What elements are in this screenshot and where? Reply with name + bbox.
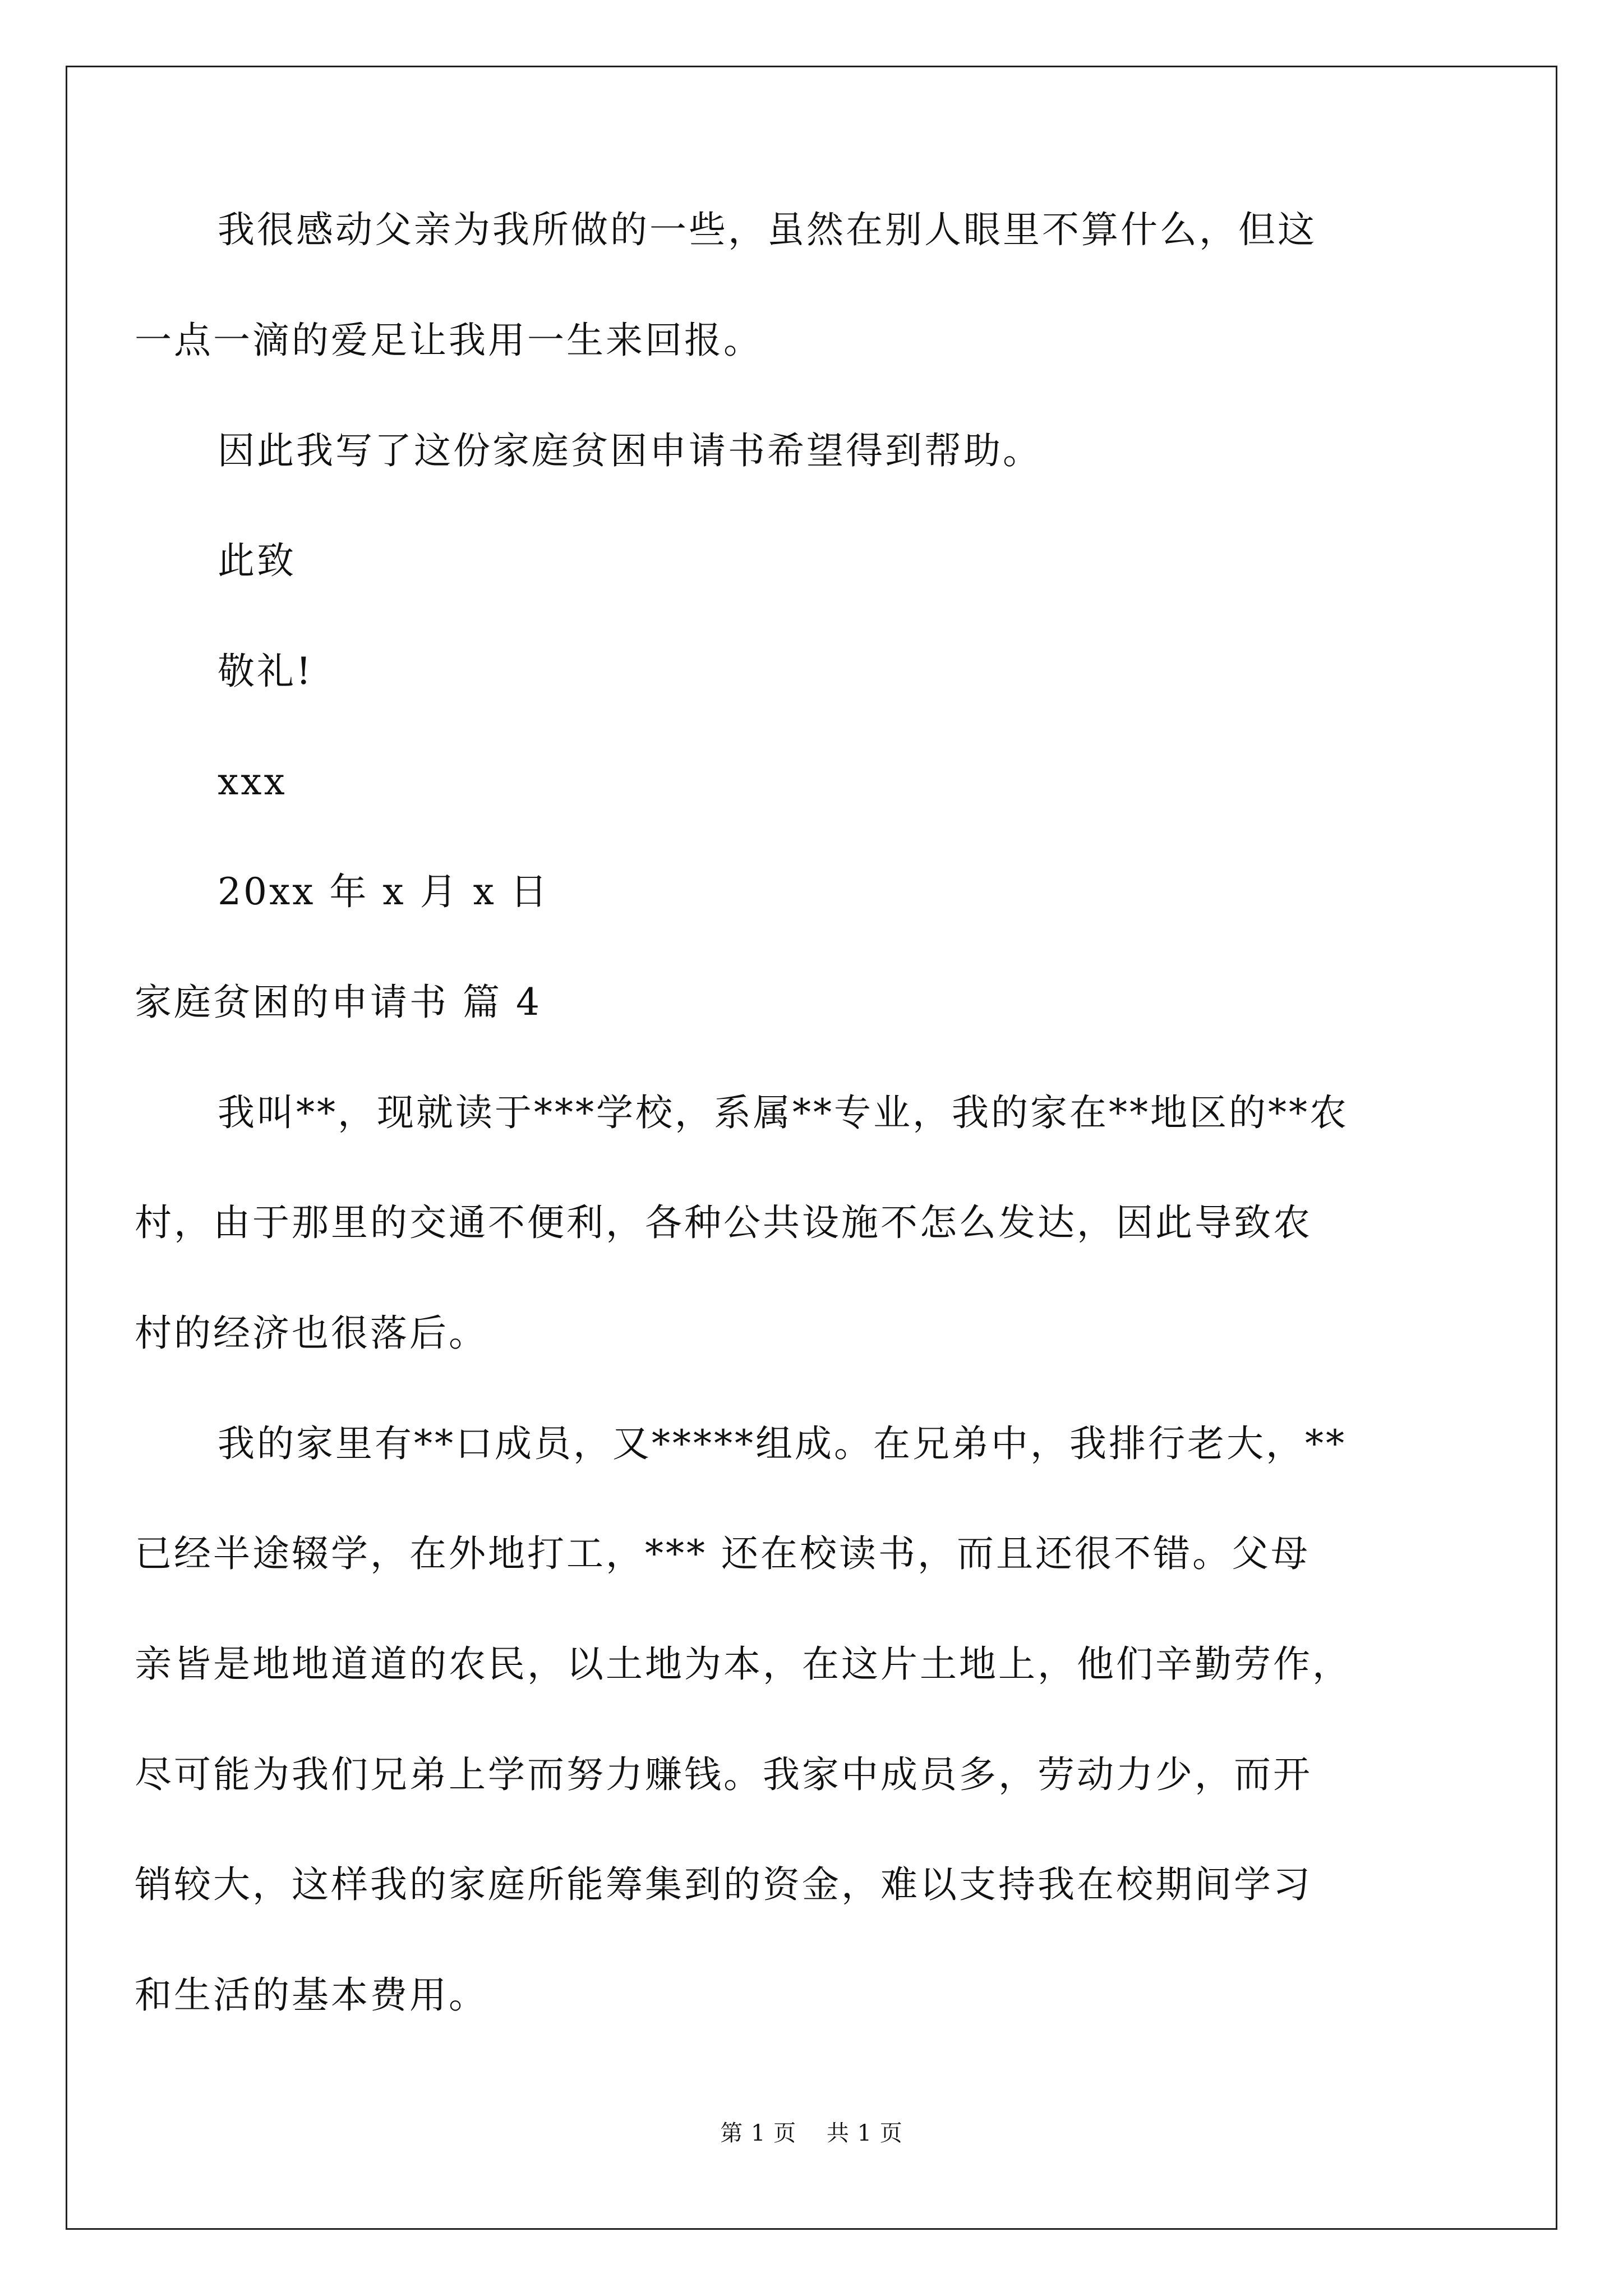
paragraph-line: 已经半途辍学，在外地打工，*** 还在校读书，而且还很不错。父母 — [135, 1532, 1310, 1575]
section-heading: 家庭贫困的申请书 篇 4 — [135, 981, 542, 1024]
page-footer — [0, 2119, 1623, 2147]
date-line: 20xx 年 x 月 x 日 — [218, 870, 550, 913]
paragraph-line: 销较大，这样我的家庭所能筹集到的资金，难以支持我在校期间学习 — [135, 1863, 1312, 1906]
paragraph-line: 亲皆是地地道道的农民，以土地为本，在这片土地上，他们辛勤劳作， — [135, 1642, 1352, 1686]
salutation: 此致 — [218, 539, 296, 582]
signature: xxx — [218, 760, 287, 803]
paragraph-line: 村，由于那里的交通不便利，各种公共设施不怎么发达，因此导致农 — [135, 1201, 1312, 1244]
salutation-closing: 敬礼! — [218, 650, 313, 693]
paragraph-line: 尽可能为我们兄弟上学而努力赚钱。我家中成员多，劳动力少，而开 — [135, 1753, 1312, 1796]
paragraph-line: 因此我写了这份家庭贫困申请书希望得到帮助。 — [218, 429, 1042, 472]
paragraph-line: 一点一滴的爱足让我用一生来回报。 — [135, 319, 763, 362]
paragraph-line: 村的经济也很落后。 — [135, 1312, 488, 1355]
paragraph-line: 和生活的基本费用。 — [135, 1973, 488, 2017]
paragraph-line: 我很感动父亲为我所做的一些，虽然在别人眼里不算什么，但这 — [218, 208, 1317, 251]
paragraph-line: 我叫**，现就读于***学校，系属**专业，我的家在**地区的**农 — [218, 1091, 1349, 1134]
page-number-current: 第 1 页 — [720, 2120, 797, 2146]
paragraph-line: 我的家里有**口成员，又*****组成。在兄弟中，我排行老大，** — [218, 1422, 1347, 1465]
page-number-total: 共 1 页 — [826, 2120, 903, 2146]
